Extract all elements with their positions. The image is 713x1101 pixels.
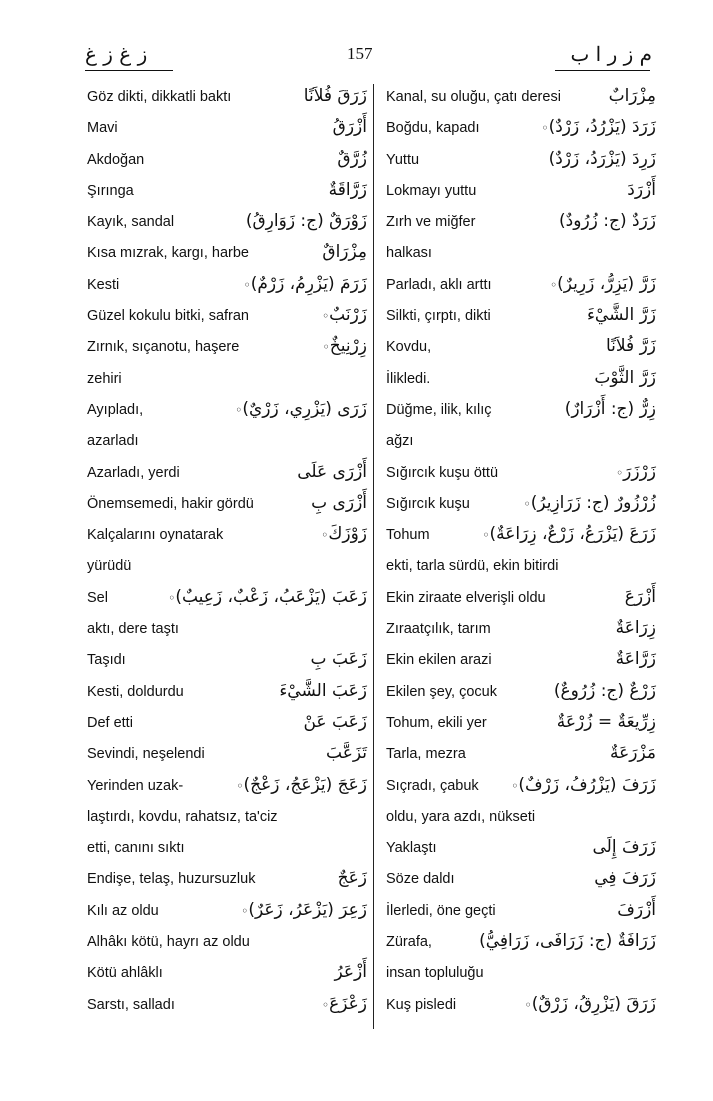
entry-marker-icon: ◦ <box>482 528 490 543</box>
left-entry-row <box>87 962 367 993</box>
arabic-text: زَرَدٌ (ج: زُرُودٌ) <box>559 211 656 232</box>
arabic-text: زَرَفَ إِلَى <box>592 837 656 858</box>
turkish-definition: Kötü ahlâklı <box>87 965 163 982</box>
arabic-headword <box>565 399 656 419</box>
arabic-text: زَعَجٌ <box>337 868 367 889</box>
left-entry-row <box>87 587 367 618</box>
arabic-text: زَعَبَ عَنْ <box>303 711 367 732</box>
left-entry-row <box>87 274 367 305</box>
arabic-text: زَعَجَ (يَزْعَجُ، زَعْجٌ) <box>243 774 367 795</box>
turkish-definition: etti, canını sıktı <box>87 840 185 857</box>
left-entry-row <box>87 305 367 336</box>
right-entry-row <box>386 86 656 117</box>
arabic-headword <box>311 493 367 513</box>
turkish-definition: Düğme, ilik, kılıç <box>386 401 492 418</box>
left-entry-row <box>87 117 367 148</box>
arabic-text: زَرِدَ (يَزْرَدُ، زَرْدٌ) <box>548 148 656 169</box>
header-rule-left <box>85 70 173 71</box>
arabic-text: زَعْزَعَ <box>329 993 367 1014</box>
turkish-definition: Tarla, mezra <box>386 746 466 763</box>
left-entry-row <box>87 649 367 680</box>
arabic-text: زَرَمَ (يَزْرِمُ، زَرْمٌ) <box>250 273 367 294</box>
arabic-text: زَرَقَ فُلاَنًا <box>303 86 367 106</box>
left-entry-row <box>87 743 367 774</box>
arabic-headword <box>508 775 656 795</box>
left-entry-row <box>87 399 367 430</box>
left-entry-row <box>87 994 367 1025</box>
turkish-definition: Sel <box>87 589 108 606</box>
left-entry-row <box>87 242 367 273</box>
turkish-definition: Söze daldı <box>386 871 455 888</box>
arabic-headword <box>549 149 656 169</box>
turkish-definition: Kesti, doldurdu <box>87 683 184 700</box>
arabic-text: زَرْزَرَ <box>623 461 656 482</box>
left-column <box>87 86 367 1025</box>
left-entry-row <box>87 775 367 806</box>
arabic-text: زِرْنِيخٌ <box>329 336 367 357</box>
turkish-definition: İlerledi, öne geçti <box>386 902 496 919</box>
arabic-headword <box>232 399 367 419</box>
left-entry-row <box>87 555 367 586</box>
turkish-definition: Kılı az oldu <box>87 902 159 919</box>
turkish-definition: Kuş pisledi <box>386 996 457 1013</box>
entry-marker-icon: ◦ <box>168 590 176 605</box>
right-entry-row <box>386 430 656 461</box>
turkish-definition: Önemsemedi, hakir gördü <box>87 495 254 512</box>
right-entry-row <box>386 587 656 618</box>
right-entry-row <box>386 211 656 242</box>
arabic-text: زَوْزَكَ <box>328 524 367 545</box>
arabic-headword <box>326 743 367 763</box>
left-entry-row <box>87 462 367 493</box>
arabic-text: زَرَعَ (يَزْرَعُ، زَرْعٌ، زِرَاعَةٌ) <box>489 524 656 545</box>
turkish-definition: Sevindi, neşelendi <box>87 746 205 763</box>
arabic-headword <box>304 86 367 106</box>
arabic-text: زَرَّ الثَّوْبَ <box>594 367 656 388</box>
left-entry-row <box>87 180 367 211</box>
arabic-headword <box>319 305 367 325</box>
arabic-headword <box>625 587 656 607</box>
right-entry-row <box>386 681 656 712</box>
right-entry-row <box>386 462 656 493</box>
turkish-definition: İlikledi. <box>386 370 431 387</box>
turkish-definition: Yerinden uzak- <box>87 777 184 794</box>
arabic-headword <box>479 931 656 951</box>
turkish-definition: Akdoğan <box>87 151 145 168</box>
header-letters-left: ز غ ز غ <box>85 42 148 66</box>
left-entry-row <box>87 681 367 712</box>
turkish-definition: Mavi <box>87 120 118 137</box>
arabic-text: مَزْرَعَةٌ <box>610 743 656 764</box>
turkish-definition: Kısa mızrak, kargı, harbe <box>87 245 249 262</box>
entry-marker-icon: ◦ <box>241 903 249 918</box>
turkish-definition: Şırınga <box>87 182 134 199</box>
entry-marker-icon: ◦ <box>322 340 330 355</box>
right-entry-row <box>386 712 656 743</box>
turkish-definition: Güzel kokulu bitki, safran <box>87 308 249 325</box>
turkish-definition: Kayık, sandal <box>87 214 175 231</box>
turkish-definition: ağzı <box>386 433 414 450</box>
arabic-headword <box>557 712 656 732</box>
arabic-headword <box>613 462 656 482</box>
arabic-text: زَوْرَقٌ (ج: زَوَارِقُ) <box>245 211 367 232</box>
turkish-definition: Yuttu <box>386 151 420 168</box>
arabic-headword <box>627 180 656 200</box>
arabic-headword <box>547 274 656 294</box>
arabic-text: زَرْنَبٌ <box>329 305 367 326</box>
left-entry-row <box>87 86 367 117</box>
right-entry-row <box>386 117 656 148</box>
turkish-definition: Tohum, ekili yer <box>386 714 487 731</box>
arabic-text: زَرْعٌ (ج: زُرُوعٌ) <box>553 680 656 701</box>
arabic-text: زَرَّاقَةٌ <box>328 179 367 200</box>
turkish-definition: Zıraatçılık, tarım <box>386 621 491 638</box>
right-entry-row <box>386 180 656 211</box>
arabic-headword <box>616 649 656 669</box>
entry-marker-icon: ◦ <box>616 465 624 480</box>
arabic-headword <box>233 775 367 795</box>
header-letters-right: م ز ر ا ب <box>570 42 652 66</box>
right-entry-row <box>386 806 656 837</box>
arabic-text: زَعَبَ بِ <box>310 649 367 670</box>
turkish-definition: Sıçradı, çabuk <box>386 777 479 794</box>
left-entry-row <box>87 900 367 931</box>
arabic-headword <box>279 681 367 701</box>
arabic-headword <box>617 900 656 920</box>
entry-marker-icon: ◦ <box>550 277 558 292</box>
left-entry-row <box>87 336 367 367</box>
entry-marker-icon: ◦ <box>511 778 519 793</box>
arabic-text: زُرْزُورٌ (ج: زَرَازِيرُ) <box>530 492 656 513</box>
left-entry-row <box>87 837 367 868</box>
arabic-headword <box>165 587 367 607</box>
right-entry-row <box>386 962 656 993</box>
right-entry-row <box>386 399 656 430</box>
entry-marker-icon: ◦ <box>236 778 244 793</box>
arabic-headword <box>479 524 656 544</box>
right-entry-row <box>386 555 656 586</box>
right-entry-row <box>386 242 656 273</box>
arabic-headword <box>318 524 367 544</box>
turkish-definition: yürüdü <box>87 558 132 575</box>
turkish-definition: Kalçalarını oynatarak <box>87 527 224 544</box>
right-entry-row <box>386 618 656 649</box>
column-divider <box>373 84 374 1029</box>
left-entry-row <box>87 430 367 461</box>
turkish-definition: zehiri <box>87 370 122 387</box>
entry-marker-icon: ◦ <box>243 277 251 292</box>
right-entry-row <box>386 775 656 806</box>
turkish-definition: Azarladı, yerdi <box>87 464 180 481</box>
arabic-headword <box>606 336 656 356</box>
arabic-headword <box>329 180 367 200</box>
arabic-text: أَزْرَفَ <box>617 899 656 920</box>
page-number: 157 <box>347 44 373 63</box>
entry-marker-icon: ◦ <box>541 121 549 136</box>
arabic-text: زَرَّ الشَّيْءَ <box>586 305 656 326</box>
arabic-text: زَرَفَ فِي <box>594 868 656 889</box>
right-entry-row <box>386 336 656 367</box>
arabic-headword <box>303 712 367 732</box>
arabic-text: تَزَعَّبَ <box>326 743 367 764</box>
right-entry-row <box>386 743 656 774</box>
turkish-definition: insan topluluğu <box>386 965 484 982</box>
arabic-headword <box>538 117 656 137</box>
left-entry-row <box>87 368 367 399</box>
right-entry-row <box>386 649 656 680</box>
arabic-text: مِزْرَابٌ <box>608 86 656 106</box>
arabic-headword <box>319 994 367 1014</box>
arabic-text: زَرَفَ (يَزْرُفُ، زَرْفٌ) <box>518 774 656 795</box>
entry-marker-icon: ◦ <box>322 997 330 1012</box>
turkish-definition: oldu, yara azdı, nükseti <box>386 808 536 825</box>
arabic-text: زُرَّقٌ <box>337 148 367 169</box>
arabic-text: أَزْرَى عَلَى <box>297 461 367 482</box>
turkish-definition: aktı, dere taştı <box>87 621 179 638</box>
turkish-definition: Ayıpladı, <box>87 401 144 418</box>
right-entry-row <box>386 524 656 555</box>
arabic-text: زَعَبَ (يَزْعَبُ، زَعْبٌ، زَعِيبٌ) <box>175 586 367 607</box>
left-entry-row <box>87 149 367 180</box>
left-entry-row <box>87 931 367 962</box>
right-entry-row <box>386 994 656 1025</box>
arabic-headword <box>554 681 656 701</box>
arabic-text: أَزْعَرُ <box>334 962 367 983</box>
entry-marker-icon: ◦ <box>322 309 330 324</box>
arabic-text: أَزْرَدَ <box>627 179 656 200</box>
turkish-definition: Endişe, telaş, huzursuzluk <box>87 871 256 888</box>
arabic-text: زَرَّ (يَزِرُّ، زَرِيرٌ) <box>557 273 656 294</box>
arabic-text: مِزْرَاقٌ <box>322 242 367 263</box>
right-entry-row <box>386 274 656 305</box>
turkish-definition: Kovdu, <box>386 339 432 356</box>
arabic-headword <box>333 117 367 137</box>
entry-marker-icon: ◦ <box>523 496 531 511</box>
entry-marker-icon: ◦ <box>321 528 329 543</box>
turkish-definition: Boğdu, kapadı <box>386 120 480 137</box>
turkish-definition: Zırh ve miğfer <box>386 214 476 231</box>
arabic-headword <box>522 994 656 1014</box>
arabic-headword <box>592 837 656 857</box>
arabic-headword <box>241 274 367 294</box>
turkish-definition: laştırdı, kovdu, rahatsız, ta'ciz <box>87 808 278 825</box>
turkish-definition: Sarstı, salladı <box>87 996 175 1013</box>
turkish-definition: Ekin ekilen arazi <box>386 652 492 669</box>
turkish-definition: Yaklaştı <box>386 840 437 857</box>
turkish-definition: Zürafa, <box>386 934 432 951</box>
left-entry-row <box>87 806 367 837</box>
right-column <box>386 86 656 1025</box>
arabic-headword <box>594 368 656 388</box>
arabic-headword <box>335 962 367 982</box>
arabic-headword <box>338 868 367 888</box>
arabic-headword <box>297 462 367 482</box>
turkish-definition: Sığırcık kuşu öttü <box>386 464 499 481</box>
arabic-headword <box>616 618 656 638</box>
arabic-headword <box>311 649 367 669</box>
arabic-headword <box>322 242 367 262</box>
turkish-definition: halkası <box>386 245 432 262</box>
arabic-text: أَزْرَى بِ <box>311 492 367 513</box>
right-entry-row <box>386 931 656 962</box>
arabic-headword <box>610 743 656 763</box>
turkish-definition: Ekin ziraate elverişli oldu <box>386 589 546 606</box>
turkish-definition: Alhâkı kötü, hayrı az oldu <box>87 934 250 951</box>
left-entry-row <box>87 211 367 242</box>
turkish-definition: Göz dikti, dikkatli baktı <box>87 89 232 105</box>
left-entry-row <box>87 868 367 899</box>
left-entry-row <box>87 524 367 555</box>
turkish-definition: Parladı, aklı arttı <box>386 276 492 293</box>
arabic-text: زَرَّاعَةٌ <box>615 649 656 670</box>
entry-marker-icon: ◦ <box>235 402 243 417</box>
right-entry-row <box>386 305 656 336</box>
turkish-definition: Kanal, su oluğu, çatı deresi <box>386 89 561 105</box>
left-entry-row <box>87 493 367 524</box>
right-entry-row <box>386 837 656 868</box>
turkish-definition: Def etti <box>87 714 133 731</box>
turkish-definition: Zırnık, sıçanotu, haşere <box>87 339 240 356</box>
right-entry-row <box>386 900 656 931</box>
turkish-definition: Sığırcık kuşu <box>386 495 470 512</box>
turkish-definition: Silkti, çırptı, dikti <box>386 308 491 325</box>
arabic-headword <box>238 900 367 920</box>
arabic-text: زَعَبَ الشَّيْءَ <box>279 680 367 701</box>
arabic-text: زِرَاعَةٌ <box>615 618 656 639</box>
arabic-text: زَرَى (يَزْرِي، زَرْيٌ) <box>242 398 367 419</box>
arabic-text: زَعِرَ (يَزْعَرُ، زَعَرٌ) <box>248 899 367 920</box>
arabic-text: أَزْرَعَ <box>624 586 656 607</box>
turkish-definition: ekti, tarla sürdü, ekin bitirdi <box>386 558 559 575</box>
arabic-headword <box>320 336 367 356</box>
turkish-definition: Kesti <box>87 276 120 293</box>
arabic-headword <box>594 868 656 888</box>
arabic-headword <box>559 211 656 231</box>
turkish-definition: Taşıdı <box>87 652 126 669</box>
arabic-text: زَرَقَ (يَزْرِقُ، زَرْقٌ) <box>531 993 656 1014</box>
arabic-text: زِرٌّ (ج: أَزْرَارٌ) <box>564 398 656 419</box>
right-entry-row <box>386 368 656 399</box>
arabic-headword <box>337 149 367 169</box>
turkish-definition: azarladı <box>87 433 139 450</box>
arabic-text: زَرَّ فُلاَنًا <box>605 336 656 357</box>
arabic-headword <box>521 493 656 513</box>
arabic-headword <box>587 305 656 325</box>
arabic-headword <box>246 211 367 231</box>
entry-marker-icon: ◦ <box>524 997 532 1012</box>
arabic-text: زِرِّيعَةٌ = زُرْعَةٌ <box>556 711 656 732</box>
page-header <box>85 42 660 70</box>
arabic-text: زَرَدَ (يَزْرُدُ، زَرْدٌ) <box>548 117 656 138</box>
right-entry-row <box>386 149 656 180</box>
arabic-text: زَرَافَةٌ (ج: زَرَافَى، زَرَافِيُّ) <box>479 931 656 952</box>
right-entry-row <box>386 868 656 899</box>
turkish-definition: Tohum <box>386 527 430 544</box>
turkish-definition: Lokmayı yuttu <box>386 182 477 199</box>
turkish-definition: Ekilen şey, çocuk <box>386 683 497 700</box>
arabic-text: أَزْرَقُ <box>332 117 367 138</box>
arabic-headword <box>609 86 656 106</box>
left-entry-row <box>87 618 367 649</box>
header-rule-right <box>555 70 650 71</box>
left-entry-row <box>87 712 367 743</box>
right-entry-row <box>386 493 656 524</box>
